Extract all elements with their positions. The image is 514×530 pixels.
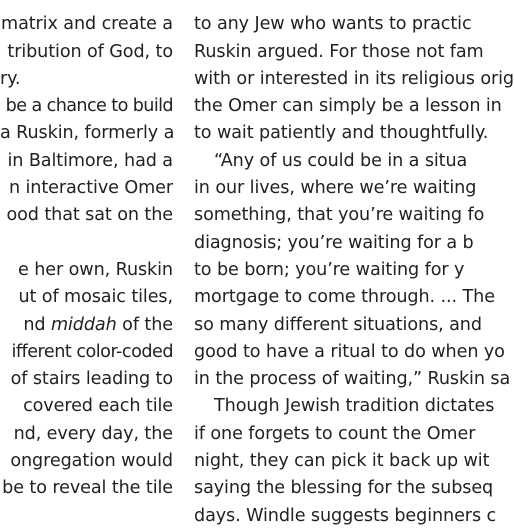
text-line: mortgage to come through. ... The <box>194 287 495 308</box>
text-line: in our lives, where we’re waiting <box>194 178 477 199</box>
text-line: Though Jewish tradition dictates <box>214 396 495 417</box>
text-line: tribution of God, to <box>7 41 173 62</box>
text-line: be to reveal the tile <box>2 478 173 499</box>
text-line: to any Jew who wants to practic <box>194 14 472 35</box>
text-line: of stairs leading to <box>10 369 173 390</box>
text-line: ood that sat on the <box>6 205 173 226</box>
text-line: Ruskin argued. For those not fam <box>194 41 484 62</box>
text-line-with-italic: nd middah of the <box>23 314 173 335</box>
italic-term: middah <box>50 314 117 335</box>
text-line: nd, every day, the <box>13 423 173 444</box>
text-line: to wait patiently and thoughtfully. <box>194 123 489 144</box>
text-line <box>0 230 173 257</box>
text-line: covered each tile <box>23 396 173 417</box>
text-line: be a chance to build <box>5 96 173 117</box>
text-line: n interactive Omer <box>8 178 173 199</box>
text-line: so many different situations, and <box>194 314 482 335</box>
text-line: diagnosis; you’re waiting for a b <box>194 232 474 253</box>
text-line: days. Windle suggests beginners c <box>194 505 497 526</box>
text-line: good to have a ritual to do when yo <box>194 341 505 362</box>
text-line: ifferent color-coded <box>11 341 173 362</box>
text-line: ut of mosaic tiles, <box>18 287 173 308</box>
text-line: with or interested in its religious orig <box>194 68 514 89</box>
text-line: something, that you’re waiting fo <box>194 205 485 226</box>
text-line: to be born; you’re waiting for y <box>194 259 465 280</box>
text-line: “Any of us could be in a situa <box>214 150 468 171</box>
text-line: a Ruskin, formerly a <box>0 123 175 144</box>
text-line: ongregation would <box>10 451 173 472</box>
text-line <box>194 0 512 11</box>
text-line: if one forgets to count the Omer <box>194 423 476 444</box>
text-line <box>0 0 173 11</box>
text-line: night, they can pick it back up wit <box>194 451 490 472</box>
right-text-column <box>194 0 512 524</box>
text-line: ry. <box>0 68 21 89</box>
text-line: in Baltimore, had a <box>7 150 173 171</box>
text-line: in the process of waiting,” Ruskin sa <box>194 369 511 390</box>
text-line: matrix and create a <box>1 14 173 35</box>
left-text-column <box>0 0 173 524</box>
text-line: e her own, Ruskin <box>18 259 173 280</box>
text-line: saying the blessing for the subseq <box>194 478 494 499</box>
text-line: the Omer can simply be a lesson in <box>194 96 502 117</box>
